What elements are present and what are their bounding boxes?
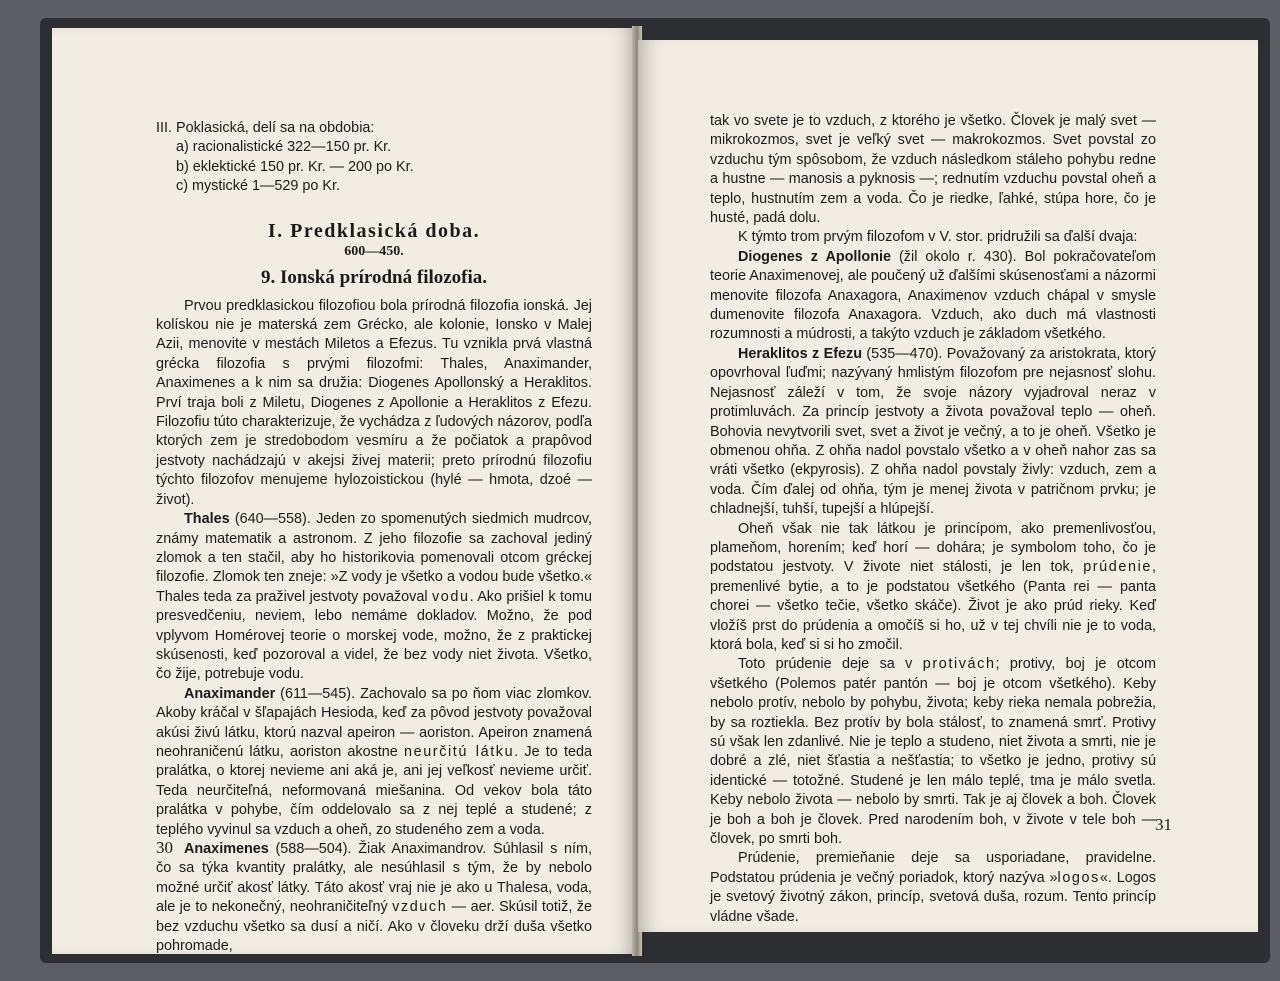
section-title: 9. Ionská prírodná filozofia. bbox=[260, 266, 488, 288]
paragraph-text: Toto prúdenie deje sa v bbox=[738, 656, 923, 673]
philosopher-name: Anaximander bbox=[184, 685, 276, 702]
paragraph-transition: K týmto trom prvým filozofom v V. stor. pridružili sa ďalší dvaja: bbox=[738, 229, 1138, 246]
emphasis-text: logos bbox=[1057, 869, 1100, 886]
paragraph-text: . Ako prišiel k tomu presvedčeniu, neviem, lebo nemáme dokladov. Možno, že pod vplyvom Homérovej teorie o morskej vode, možno, že z praktickej skúsenosti, keď pozoroval a videl, že bez vody niet života. Všetko, čo žije, potrebuje vodu. bbox=[156, 588, 592, 683]
outline-item: c) mystické 1—529 po Kr. bbox=[176, 178, 340, 195]
paragraph-text: — aer. Skúsil totiž, že bez vzduchu všetko sa dusí a ničí. Ako v človeku drží duša všetko pohromade, bbox=[156, 899, 592, 955]
emphasis-text: neurčitú látku bbox=[404, 743, 515, 760]
paragraph-heraklitos bbox=[710, 345, 1156, 520]
paragraph-fire bbox=[710, 520, 1156, 656]
period-outline bbox=[156, 119, 592, 197]
chapter-title: I. Predklasická doba. bbox=[267, 219, 481, 242]
paragraph-text: Prúdenie, premieňanie deje sa usporiadane, pravidelne. Podstatou prúdenia je večný poriadok, ktorý nazýva » bbox=[710, 850, 1156, 886]
emphasis-text: vodu bbox=[431, 588, 470, 605]
emphasis-text: prúdenie bbox=[1083, 559, 1152, 576]
paragraph-text: ; protivy, boj je otcom všetkého (Polemos patér pantón — boj je otcom všetkého). Keby nebolo protív, nebolo by pohybu, života; keby rieka nemala pobrežia, by sa roztiekla. Bez protív by bola stálosť, to znamená smrť. Protivy sú však len zdanlivé. Nie je teplo a studeno, niet života a smrti, nie je dobré a zlé, niet šťastia a nešťastia; to všetko je jedno, protivy sú identické — totožné. Studené je len málo teplé, tma je málo svetla. Keby nebolo života — nebolo by smrti. Tak je aj človek a boh. Človek je boh a boh je človek. Pred narodením boh, v živote v tele boh — človek, po smrti boh. bbox=[710, 656, 1156, 848]
paragraph-anaximander bbox=[156, 685, 592, 840]
paragraph-text: (žil okolo r. 430). Bol pokračovateľom teorie Anaximenovej, ale poučený už ďalšími skúsenosťami a názormi menovite filozofa Anaxagora, Anaximenov vzduch chápal v smysle dumenovite filozofa Anaxagora. Vzduch, ako duch má vlastnosti rozumnosti a múdrosti, a takýto vzduch je základom všetkého. bbox=[710, 248, 1156, 343]
outline-item: b) eklektické 150 pr. Kr. — 200 po Kr. bbox=[176, 158, 414, 175]
emphasis-text: protivách bbox=[922, 656, 996, 673]
paragraph-text: (588—504). Žiak Anaximandrov. Súhlasil s ním, čo sa týka kvantity pralátky, ale nesúhlasil s tým, že by nebolo možné určiť akosť látky. Táto akosť vraj nie je ako u Thalesa, voda, ale je to nekonečný, neohraničiteľný bbox=[156, 841, 592, 916]
paragraph-text: Oheň však nie tak látkou je princípom, ako premenlivosťou, plameňom, horením; keď horí — dohára; je symbolom toho, čo je podstatou jestvoty. V živote niet stálosti, je len tok, bbox=[710, 520, 1156, 576]
outline-heading: III. Poklasická, delí sa na obdobia: bbox=[156, 120, 375, 136]
paragraph-text: . Je to teda pralátka, o ktorej nevieme ani aká je, ani jej veľkosť nevieme určiť. Teda neurčiteľná, neformovaná miešanina. Od vekov bola táto pralátka v pohybe, čím oddelovalo sa z nej teplé a studené; z teplého vyvinul sa vzduch a oheň, zo studeného zem a voda. bbox=[156, 743, 593, 838]
paragraph-opposites bbox=[710, 655, 1156, 849]
right-page bbox=[638, 40, 1258, 932]
paragraph-continued: tak vo svete je to vzduch, z ktorého je všetko. Človek je malý svet — mikrokozmos, svet je veľký svet — makrokozmos. Svet povstal zo vzduchu tým spôsobom, že vzduch následkom stáleho pohybu redne a hustne — manosis a pyknosis —; rednutím vzduchu povstal oheň a teplo, hustnutím zem a voda. Čo je riedke, ľahké, stúpa hore, čo je husté, padá dolu. bbox=[710, 113, 1156, 227]
philosopher-name: Heraklitos z Efezu bbox=[738, 345, 862, 362]
philosopher-name: Thales bbox=[184, 511, 230, 528]
paragraph-text: (640—558). Jeden zo spomenutých siedmich mudrcov, známy matematik a astronom. Z jeho filozofie sa zachoval jediný zlomok a ten stačil, aby ho historikovia pomenovali otcom gréckej filozofie. Zlomok ten zneje: »Z vody je všetko a vodou bude všetko.« Thales teda za praživel jestvoty považoval bbox=[156, 511, 592, 605]
philosopher-name: Diogenes z Apollonie bbox=[738, 248, 891, 265]
left-page bbox=[52, 28, 636, 954]
paragraph-text: «. Logos je svetový životný zákon, princíp, svetová duša, rozum. Tento princíp vládne všade. bbox=[710, 869, 1156, 925]
page-number: 31 bbox=[1155, 815, 1172, 834]
paragraph-text: (611—545). Zachovalo sa po ňom viac zlomkov. Akoby kráčal v šľapajách Hesioda, keď za pôvod jestvoty považoval akúsi živú látku, ktorú nazval apeiron — aoriston. Apeiron znamená neohraničenú látku, aoriston akostne bbox=[156, 685, 592, 760]
paragraph-diogenes bbox=[710, 248, 1156, 345]
chapter-years: 600—450. bbox=[344, 243, 404, 259]
emphasis-text: vzduch bbox=[392, 899, 448, 916]
paragraph-logos bbox=[710, 849, 1156, 927]
paragraph-intro: Prvou predklasickou filozofiou bola prírodná filozofia ionská. Jej kolískou nie je materská zem Grécko, ale kolonie, Ionsko v Malej Azii, menovite v mestách Miletos a Efezus. Tu vznikla prvá vlastná grécka filozofia s prvými filozofmi: Thales, Anaximander, Anaximenes a k nim sa družia: Diogenes Apollonský a Heraklitos. Prví traja boli z Miletu, Diogenes z Apollonie a Heraklitos z Efezu. Filozofiu túto charakterizuje, že vychádza z ľudových názorov, podľa ktorých zem je stredobodom vesmíru a že počiatok a prapôvod jestvoty nachádzajú v akejsi živej materii; preto prírodnú filozofiu týchto filozofov menujeme hylozoistickou (hylé — hmota, dzoé — život). bbox=[156, 297, 592, 508]
outline-item: a) racionalistické 322—150 pr. Kr. bbox=[176, 139, 392, 156]
page-number: 30 bbox=[156, 838, 173, 857]
paragraph-text: (535—470). Považovaný za aristokrata, ktorý opovrhoval ľuďmi; nazývaný hmlistým filozofom pre nejasnosť slohu. Nejasnosť záleží v tom, že svoje názory vyjadroval neraz v protimluvách. Za princíp jestvoty a života považoval teplo — oheň. Bohovia nevytvorili svet, svet a život je večný, a to je oheň. Všetko je obmenou ohňa. Z ohňa nadol povstalo všetko a v oheň nahor zas sa vráti všetko (ekpyrosis). Z ohňa nadol povstaly živly: vzduch, zem a voda. Čím ďalej od ohňa, tým je menej života v patričnom prvku; je chladnejší, tuhší, tupejší a hlúpejší. bbox=[710, 345, 1156, 518]
philosopher-name: Anaximenes bbox=[184, 841, 269, 857]
paragraph-thales bbox=[156, 510, 592, 685]
paragraph-text: , premenlivé bytie, a to je podstatou všetkého (Panta rei — panta chorei — všetko tečie, všetko skáče). Život je ako prúd rieky. Keď vložíš prst do prúdenia a omočíš si ho, už v tej chvíli nie je to voda, ktorá bola, keď si si ho zmočil. bbox=[710, 559, 1156, 653]
paragraph-anaximenes bbox=[156, 840, 592, 956]
